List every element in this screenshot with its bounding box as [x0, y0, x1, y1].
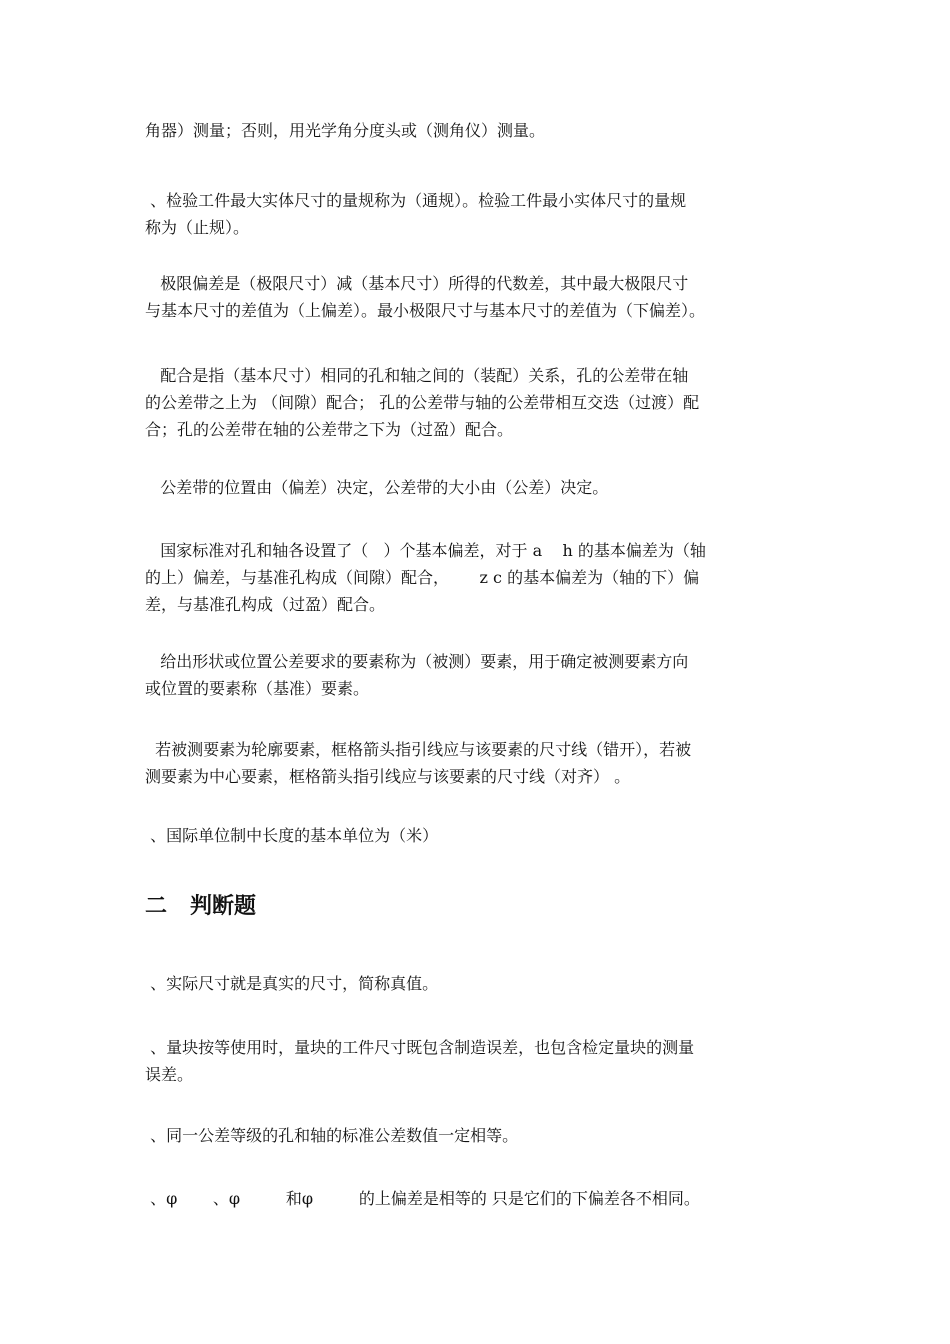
paragraph-phi-deviation — [145, 1185, 810, 1212]
text-line: 、实际尺寸就是真实的尺寸，简称真值。 — [145, 974, 439, 993]
text-line: 配合是指（基本尺寸）相同的孔和轴之间的（装配）关系，孔的公差带在轴 — [145, 366, 689, 385]
paragraph-leader-line — [145, 736, 810, 790]
paragraph-tolerance-zone — [145, 474, 810, 501]
text-line: 误差。 — [145, 1065, 194, 1084]
text-line: 、国际单位制中长度的基本单位为（米） — [145, 826, 439, 845]
paragraph-si-unit — [145, 822, 810, 849]
text-line: 的上）偏差，与基准孔构成（间隙）配合， z c 的基本偏差为（轴的下）偏 — [145, 568, 700, 587]
text-line: 差，与基准孔构成（过盈）配合。 — [145, 595, 386, 614]
text-line: 测要素为中心要素，框格箭头指引线应与该要素的尺寸线（对齐） 。 — [145, 767, 631, 786]
paragraph-angle-measurement — [145, 117, 810, 144]
text-line: 角器）测量；否则，用光学角分度头或（测角仪）测量。 — [145, 121, 546, 140]
text-line: 公差带的位置由（偏差）决定，公差带的大小由（公差）决定。 — [145, 478, 609, 497]
paragraph-gauge-block — [145, 1034, 810, 1088]
text-line: 若被测要素为轮廓要素，框格箭头指引线应与该要素的尺寸线（错开），若被 — [145, 740, 692, 759]
text-line: 或位置的要素称（基准）要素。 — [145, 679, 370, 698]
paragraph-limit-deviation — [145, 270, 810, 324]
text-line: 、量块按等使用时，量块的工件尺寸既包含制造误差，也包含检定量块的测量 — [145, 1038, 695, 1057]
text-line: 给出形状或位置公差要求的要素称为（被测）要素，用于确定被测要素方向 — [145, 652, 689, 671]
paragraph-fit — [145, 362, 810, 443]
text-line: 的公差带之上为 （间隙）配合； 孔的公差带与轴的公差带相互交迭（过渡）配 — [145, 393, 700, 412]
text-line: 称为（止规）。 — [145, 218, 250, 237]
text-line: 极限偏差是（极限尺寸）减（基本尺寸）所得的代数差，其中最大极限尺寸 — [145, 274, 689, 293]
text-line: 、同一公差等级的孔和轴的标准公差数值一定相等。 — [145, 1126, 519, 1145]
text-line: 、φ 、φ 和φ 的上偏差是相等的 只是它们的下偏差各不相同。 — [145, 1189, 700, 1208]
paragraph-basic-deviation — [145, 537, 810, 618]
text-line: 国家标准对孔和轴各设置了（ ）个基本偏差，对于 a h 的基本偏差为（轴 — [145, 541, 706, 560]
paragraph-actual-size — [145, 970, 810, 997]
text-line: 合；孔的公差带在轴的公差带之下为（过盈）配合。 — [145, 420, 514, 439]
paragraph-tolerance-grade — [145, 1122, 810, 1149]
paragraph-gauge — [145, 187, 810, 241]
section-heading: 二 判断题 — [145, 894, 256, 919]
paragraph-measured-element — [145, 648, 810, 702]
text-line: 与基本尺寸的差值为（上偏差）。最小极限尺寸与基本尺寸的差值为（下偏差）。 — [145, 301, 706, 320]
text-line: 、检验工件最大实体尺寸的量规称为（通规）。检验工件最小实体尺寸的量规 — [145, 191, 687, 210]
